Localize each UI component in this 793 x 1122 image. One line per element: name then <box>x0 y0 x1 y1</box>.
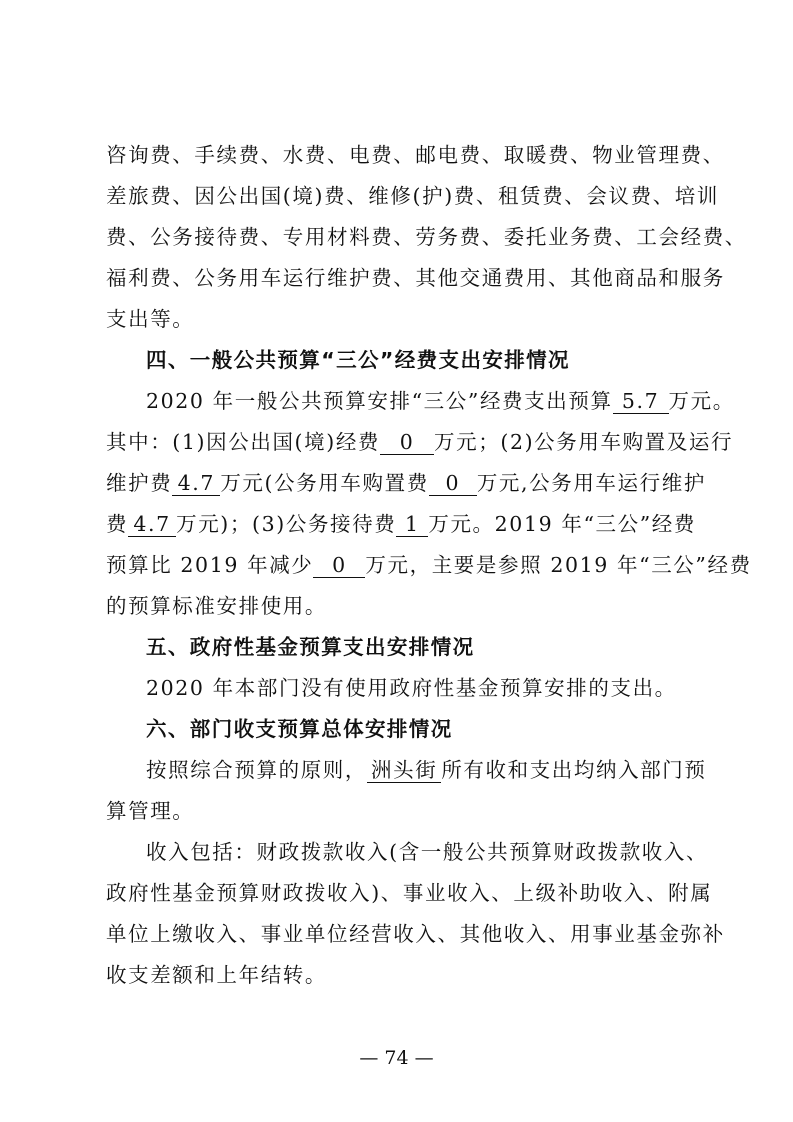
text-segment: 万元。 <box>668 389 735 413</box>
section4-line-2 <box>106 422 734 462</box>
text-segment: 预算比 2019 年减少 <box>106 553 314 577</box>
text-segment: 万元，主要是参照 2019 年“三公”经费 <box>365 553 752 577</box>
body-line-1: 咨询费、手续费、水费、电费、邮电费、取暖费、物业管理费、 <box>106 143 725 167</box>
text-segment: 其中：(1)因公出国(境)经费 <box>106 430 381 454</box>
text-segment: 万元,公务用车运行维护 <box>476 471 706 495</box>
underlined-value: 4.7 <box>172 471 220 496</box>
underlined-value: 4.7 <box>128 512 176 537</box>
text-segment: 所有收和支出均纳入部门预 <box>441 758 707 782</box>
section-heading-4: 四、一般公共预算“三公”经费支出安排情况 <box>146 348 570 372</box>
section4-line-4 <box>106 504 697 544</box>
body-line-2: 差旅费、因公出国(境)费、维修(护)费、租赁费、会议费、培训 <box>106 184 719 208</box>
underlined-value: 0 <box>313 553 365 578</box>
section6-line-3: 收入包括：财政拨款收入(含一般公共预算财政拨款收入、 <box>146 840 709 864</box>
underlined-value: 0 <box>429 471 477 496</box>
text-segment: 万元(公务用车购置费 <box>220 471 429 495</box>
body-line-5: 支出等。 <box>106 307 195 331</box>
section4-line-5 <box>106 545 752 585</box>
page-number: — 74 — <box>359 1047 434 1069</box>
text-segment: 万元；(2)公务用车购置及运行 <box>434 430 734 454</box>
underlined-value: 5.7 <box>613 389 669 414</box>
underlined-value: 0 <box>380 430 434 455</box>
body-line-4: 福利费、公务用车运行维护费、其他交通费用、其他商品和服务 <box>106 266 725 290</box>
section-heading-6: 六、部门收支预算总体安排情况 <box>146 717 453 741</box>
body-line-3: 费、公务接待费、专用材料费、劳务费、委托业务费、工会经费、 <box>106 225 747 249</box>
section4-line-6: 的预算标准安排使用。 <box>106 594 327 618</box>
section-heading-5: 五、政府性基金预算支出安排情况 <box>146 635 475 659</box>
section4-line-3 <box>106 463 706 503</box>
text-segment: 万元。2019 年“三公”经费 <box>428 512 697 536</box>
section4-line-1 <box>146 381 735 421</box>
text-segment: 按照综合预算的原则， <box>146 758 367 782</box>
text-segment: 2020 年一般公共预算安排“三公”经费支出预算 <box>146 389 613 413</box>
section6-line-5: 单位上缴收入、事业单位经营收入、其他收入、用事业基金弥补 <box>106 922 725 946</box>
text-segment: 费 <box>106 512 129 536</box>
section6-line-1 <box>146 750 707 790</box>
section5-line-1: 2020 年本部门没有使用政府性基金预算安排的支出。 <box>146 676 677 700</box>
section6-line-2: 算管理。 <box>106 799 195 823</box>
section6-line-6: 收支差额和上年结转。 <box>106 963 327 987</box>
underlined-value: 洲头街 <box>367 758 441 783</box>
text-segment: 维护费 <box>106 471 173 495</box>
section6-line-4: 政府性基金预算财政拨收入)、事业收入、上级补助收入、附属 <box>106 881 713 905</box>
text-segment: 万元)；(3)公务接待费 <box>176 512 397 536</box>
underlined-value: 1 <box>396 512 428 537</box>
